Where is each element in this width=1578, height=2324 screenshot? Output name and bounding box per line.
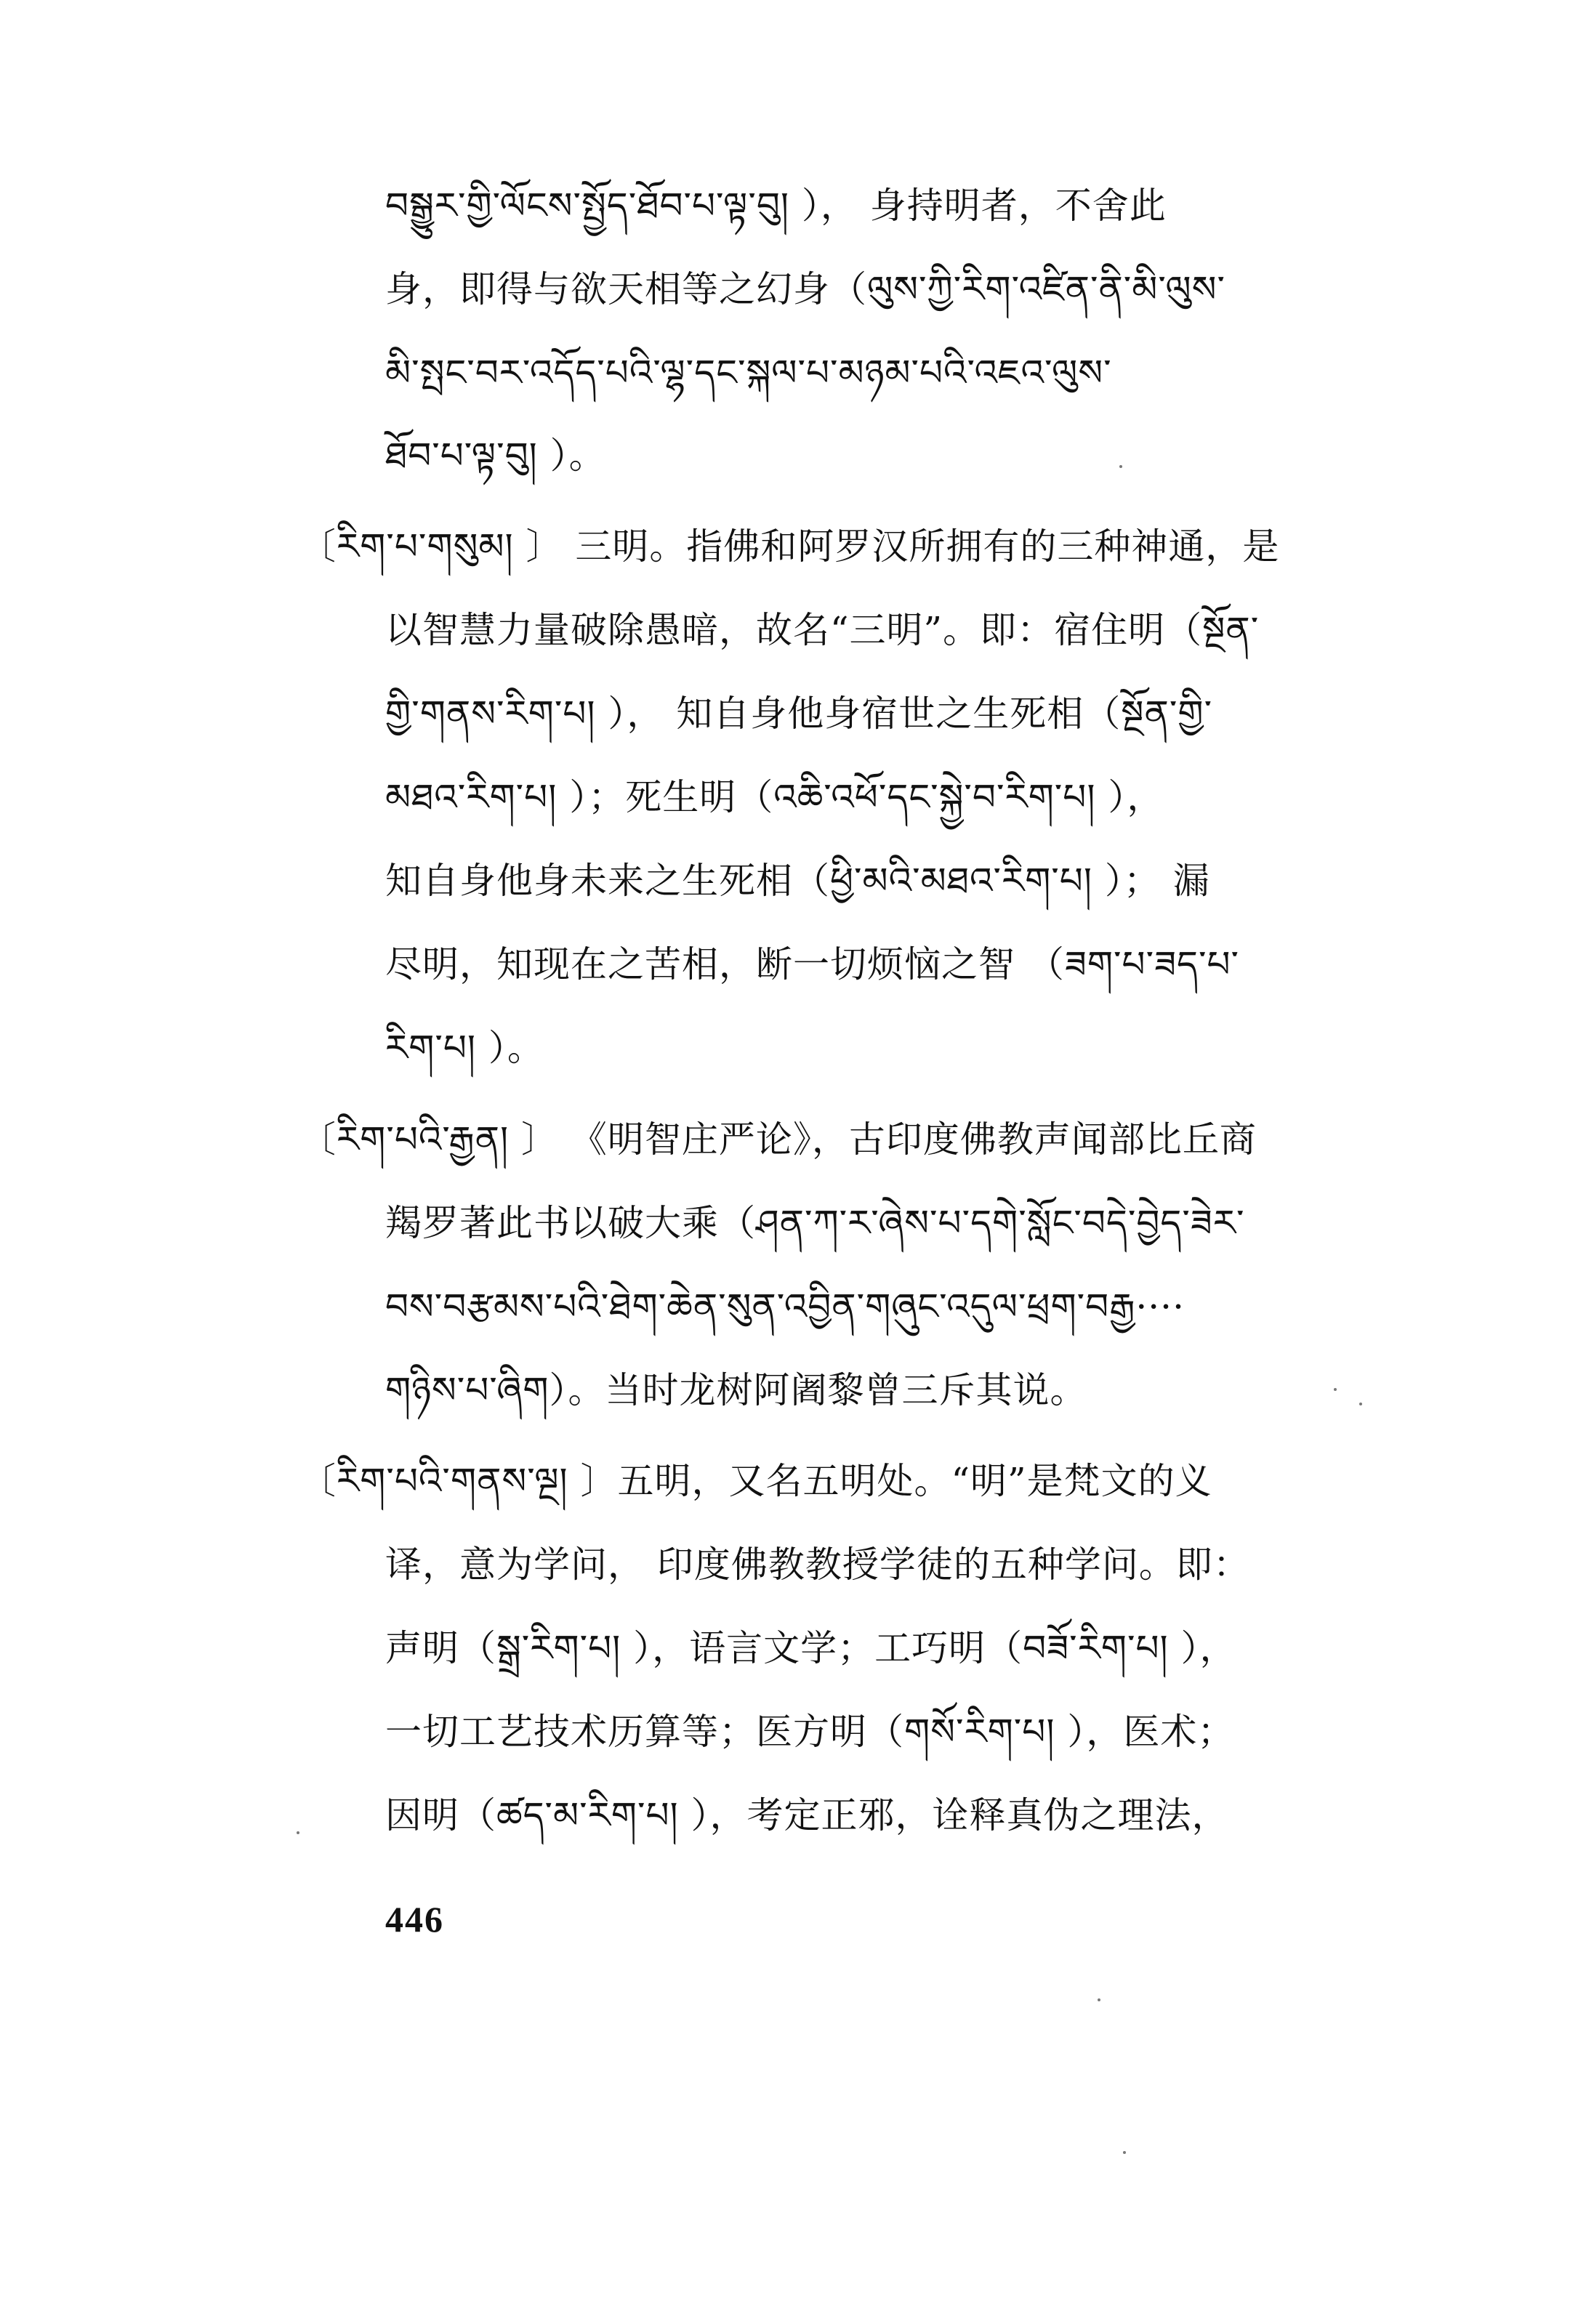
scan-speck [297,1831,299,1834]
text-line: བས་བརྩམས་པའི་ཐེག་ཆེན་སུན་འབྱིན་གཞུང་འདུལ་ཕྲག་བརྒྱ···· [385,1286,1185,1328]
text-line: 尽明，知现在之苦相，断一切烦恼之智 （ཟག་པ་ཟད་པ་ [385,943,1240,985]
entry-heading-line: 〔རིག་པའི་གནས་ལྔ། 〕五明，又名五明处。“明”是梵文的义 [299,1460,1212,1502]
text-line: 译，意为学问， 印度佛教教授学徒的五种学问。即： [385,1544,1250,1586]
scan-speck [1334,1388,1337,1391]
text-line: 因明（ཚད་མ་རིག་པ། ），考定正邪，诠释真伪之理法， [385,1794,1229,1836]
text-line: རིག་པ། ）。 [385,1027,544,1069]
scan-speck [1123,2151,1126,2154]
scan-speck [1119,465,1122,468]
text-line: 身，即得与欲天相等之幻身（ལུས་ཀྱི་རིག་འཛིན་ནི་མི་ལུས་ [385,268,1225,310]
scan-speck [1359,1403,1362,1405]
text-line: 以智慧力量破除愚暗，故名“三明”。即：宿住明（སྔོན་ [385,609,1260,651]
text-line: 声明（སྒྲ་རིག་པ། ），语言文学；工巧明（བཟོ་རིག་པ། ）， [385,1627,1237,1669]
entry-heading-line: 〔རིག་པའི་རྒྱན། 〕 《明智庄严论》，古印度佛教声闻部比丘商 [299,1118,1257,1161]
text-line: གཉིས་པ་ཞིག）。当时龙树阿阇黎曾三斥其说。 [385,1369,1087,1411]
page-number: 446 [385,1899,444,1940]
text-line: ཐོབ་པ་ལྟ་བུ། ）。 [385,435,606,477]
scan-speck [1098,1998,1100,2001]
text-line: གྱི་གནས་རིག་པ། ）， 知自身他身宿世之生死相（སྔོན་གྱི་ [385,693,1213,735]
text-line: 知自身他身未来之生死相（ཕྱི་མའི་མཐའ་རིག་པ། ）； 漏 [385,860,1210,902]
text-line: མི་སྤང་བར་འདོད་པའི་ལྷ་དང་སྐལ་པ་མཉམ་པའི་འཇའ་ལུས་ [385,352,1112,394]
text-line: 羯罗著此书以破大乘（ཤན་ཀ་ར་ཞེས་པ་དགེ་སློང་བདེ་བྱེད་ཟེར་ [385,1202,1245,1244]
entry-heading-line: 〔རིག་པ་གསུམ། 〕 三明。指佛和阿罗汉所拥有的三种神通，是 [299,525,1280,568]
text-line: 一切工艺技术历算等；医方明（གསོ་རིག་པ། ），医术； [385,1711,1235,1753]
text-line: མཐའ་རིག་པ། ）；死生明（འཆི་འཕོ་དང་སྐྱེ་བ་རིག་པ། ）， [385,776,1164,818]
text-line: བསྒྱུར་གྱི་ལོངས་སྤྱོད་ཐོབ་པ་ལྟ་བུ། ）， 身持明者，不舍此 [385,185,1167,227]
